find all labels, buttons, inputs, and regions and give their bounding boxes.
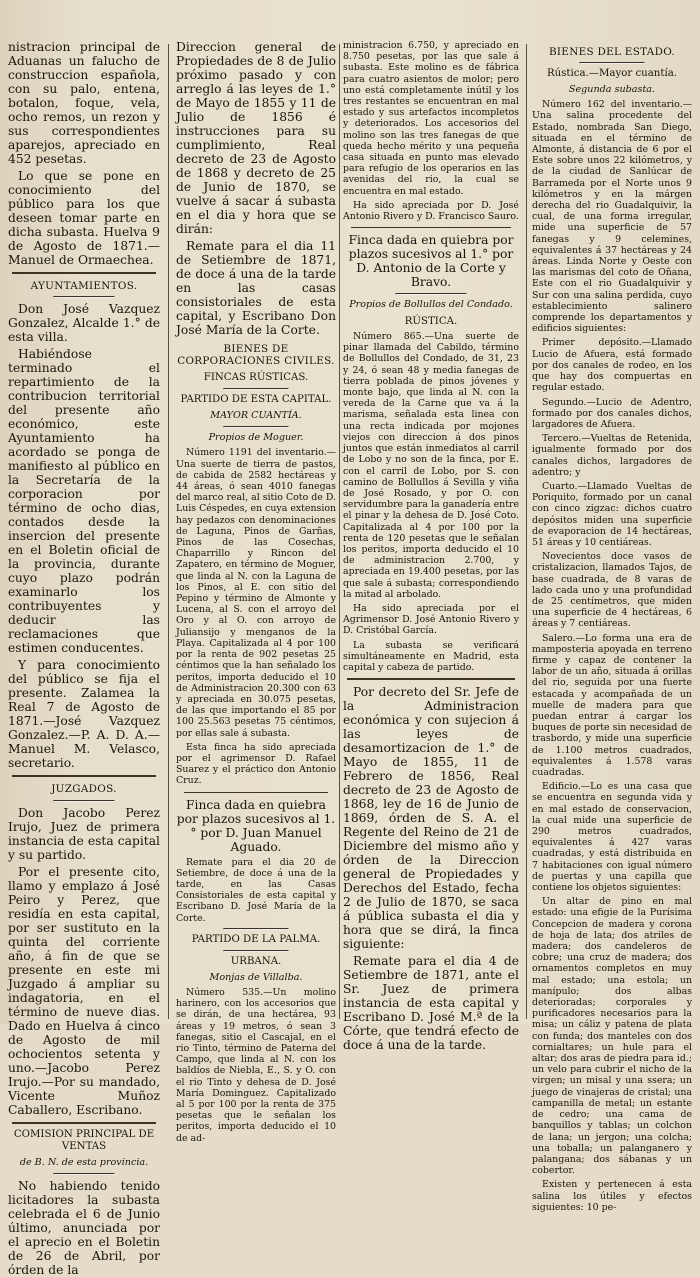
column-4 <box>532 40 692 1213</box>
divider <box>12 775 156 777</box>
divider <box>53 296 116 298</box>
subheading: Segunda subasta. <box>568 83 656 95</box>
divider <box>223 928 289 930</box>
section-heading: COMISION PRINCIPAL DE VENTAS <box>13 1128 155 1153</box>
section-heading: PARTIDO DE LA PALMA. <box>191 933 321 945</box>
paragraph: Don Jacobo Perez Irujo, Juez de primera instancia de esta capital y su partido. <box>8 805 160 862</box>
paragraph: Un altar de pino en mal estado: una efigie de la Purísima Concepcion de madera y corona de hoja de lata; dos atriles de madera; dos candeleros de cobre; una cruz de madera; dos ornamentos completos en muy mal estado; una estola; un manípulo; dos albas deterioradas; corporales y purificadores necesarios para la misa; un cáliz y patena de plata con funda; dos manteles con dos cornialtares; un hule para el altar; dos aras de piedra para id.; un velo para cubrir el nicho de la virgen; un misal y una ssera; un juego de vinajeras de cristal; una campanilla de metal; un estante de cedro; una cama de banquillos y tablas; un colchon de lana; un jergon; una colcha; una toballa; un palanganero y palangana; dos sábanas y un cobertor. <box>532 896 692 1177</box>
paragraph: Existen y pertenecen á esta salina los útiles y efectos siguientes: 10 pe- <box>532 1179 692 1213</box>
section-heading: BIENES DE CORPORACIONES CIVILES. <box>177 343 335 368</box>
subheading: Monjas de Villalba. <box>209 971 303 983</box>
section-heading: JUZGADOS. <box>51 783 117 796</box>
paragraph: Segundo.—Lucio de Adentro, formado por dos canales dichos, largadores de Afuera. <box>532 396 692 430</box>
section-heading: Finca dada en quiebra por plazos sucesivos al 1.° por D. Juan Manuel Aguado. <box>176 797 336 854</box>
section-heading: FINCAS RÚSTICAS. <box>203 371 309 383</box>
divider <box>223 388 289 390</box>
subheading: Propios de Bollullos del Condado. <box>349 299 513 311</box>
paragraph: Ha sido apreciada por D. José Antonio Rivero y D. Francisco Sauro. <box>343 199 519 223</box>
paragraph: No habiendo tenido licitadores la subasta celebrada el 6 de Junio último, anunciada por el aprecio en el Boletin de 26 de Abril, por órden de la <box>8 1179 160 1277</box>
divider <box>223 426 289 428</box>
paragraph: ministracion 6.750, y apreciado en 8.750 pesetas, por las que sale á subasta. Este molino es de fábrica para cuatro asientos de molor; pero uno está completamente inútil y los tres restantes se encuentran en mal estado y sus artefactos incompletos y deteriorados. Los accesorios del molino son las tres fanegas de que queda hecho mérito y una pequeña casa situada en punto mas elevado para refugio de los operarios en las avenidas del rio, la cual se encuentra en mal estado. <box>343 40 519 197</box>
paragraph: Y para conocimiento del público se fija el presente. Zalamea la Real 7 de Agosto de 1871.—José Vazquez Gonzalez.—P. A. D. A.—Manuel M. Velasco, secretario. <box>8 658 160 771</box>
paragraph: Salero.—Lo forma una era de mamposteria apoyada en terreno firme y capaz de contener la labor de un año, situada á orillas del rio, seguida por una fuerte estacada y acompañada de un muelle de madera para que puedan entrar á cargar los buques de porte sin necesidad de trasbordo, y mide una superficie de 1.100 metros cuadrados, equivalentes á 1.578 varas cuadradas. <box>532 632 692 778</box>
divider <box>53 1173 116 1175</box>
divider <box>12 272 156 274</box>
paragraph: nistracion principal de Aduanas un falucho de construccion española, con su palo, entena, botalon, foque, vela, ocho remos, un rezon y sus correspondientes aparejos, apreciado en 452 pesetas. <box>8 40 160 166</box>
paragraph: Número 865.—Una suerte de pinar llamada del Cabildo, término de Bollullos del Condado, de 31, 23 y 24, ó sean 48 y media fanegas de tierra poblada de pinos jóvenes y monte bajo, que linda al N. con la vereda de la Carne que va á la marisma, señalada esta linea con una recta indicada por mojones viejos con direccion á dos pinos juntos que están inmediatos al carril de Lobo y no son de la finca, por E. con el carril de Lobo, por S. con camino de Bollullos á Sevilla y viña de José Rosado, y por O. con servidumbre para la ganadería entre el pinar y la dehesa de D. José Coto. Capitalizada al 4 por 100 por la renta de 120 pesetas que le señalan los peritos, importa deducido el 10 de administracion 2.700, y apreciada en 19.400 pesetas, por las que sale á subasta; correspondiendo la mitad al arbolado. <box>343 331 519 600</box>
divider <box>12 1122 156 1124</box>
paragraph: Esta finca ha sido apreciada por el agrimensor D. Rafael Suarez y el práctico don Antonio Cruz. <box>176 741 336 787</box>
divider <box>184 792 328 793</box>
paragraph: Primer depósito.—Llamado Lucio de Afuera, está formado por dos canales de rodeo, en los que hay dos compuertas en regular estado. <box>532 337 692 394</box>
subheading: Propios de Moguer. <box>208 432 304 444</box>
column-rule <box>168 44 169 1019</box>
column-2 <box>176 40 336 1144</box>
subheading: MAYOR CUANTÍA. <box>210 409 302 421</box>
section-heading: Finca dada en quiebra por plazos sucesivos al 1.° por D. Antonio de la Corte y Bravo. <box>348 233 514 290</box>
subheading: de B. N. de esta provincia. <box>19 1156 149 1168</box>
paragraph: Habiéndose terminado el repartimiento de la contribucion territorial del presente año económico, este Ayuntamiento ha acordado se ponga de manifiesto al público en la Secretaría de la corporacion por término de ocho dias, contados desde la insercion del presente en el Boletin oficial de la provincia, durante cuyo plazo podrán examinarlo los contribuyentes y deducir las reclamaciones que estimen conducentes. <box>8 347 160 656</box>
paragraph: Edificio.—Lo es una casa que se encuentra en segunda vida y en mal estado de conservacion, la cual mide una superficie de 290 metros cuadrados, equivalentes á 427 varas cuadradas, y está distribuida en 7 habitaciones con igual número de puertas y una capilla que contiene los objetos siguientes: <box>532 781 692 894</box>
section-heading: PARTIDO DE ESTA CAPITAL. <box>180 394 332 406</box>
paragraph: Tercero.—Vueltas de Retenida, igualmente formado por dos canales dichos, largadores de adentro; y <box>532 433 692 478</box>
paragraph: Cuarto.—Llamado Vueltas de Poriquito, formado por un canal con cinco zigzac: dichos cuatro depósitos miden una superficie de evaporacion de 14 hectáreas, 51 áreas y 10 centiáreas. <box>532 480 692 548</box>
paragraph: Número 162 del inventario.—Una salina procedente del Estado, nombrada San Diego, situada en el término de Almonte, á distancia de 6 por el Este sobre unos 22 kilómetros, y de la ciudad de Sanlúcar de Barrameda por el Norte unos 9 kilómetros y en la márgen derecha del rio Guadalquivir, la cual, de una forma irregular, mide una superficie de 57 fanegas y 9 celemines, equivalentes á 37 hectáreas y 24 áreas. Linda Norte y Oeste con las marismas del coto de Oñana, Este con el rio Guadalquivir y Sur con una salina perdida, cuyo establecimiento salinero comprende los departamentos y edificios siguientes: <box>532 99 692 335</box>
section-heading: BIENES DEL ESTADO. <box>548 46 676 58</box>
section-heading: RÚSTICA. <box>404 315 458 327</box>
paragraph: Remate para el dia 20 de Setiembre, de doce á una de la tarde, en las Casas Consistoriales de esta capital y Escribano D. José María de la Corte. <box>176 856 336 924</box>
divider <box>53 800 116 802</box>
divider <box>395 293 467 295</box>
paragraph: Número 1191 del inventario.—Una suerte de tierra de pastos, de cabida de 2582 hectáreas y 44 áreas, ó sean 4010 fanegas del marco real, al sitio Coto de D. Luis Céspedes, en cuya extension hay pedazos con denominaciones de Laguna, Pinos de Garñas, Pinos de las Cosechas, Chaparrillo y Rincon del Zapatero, en término de Moguer, que linda al N. con la Laguna de los Pinos, al E. con sitio del Pepino y término de Almonte y Lucena, al S. con el arroyo del Oro y al O. con arroyo de Juliansijo y menganos de la Playa. Capitalizada al 4 por 100 por la renta de 902 pesetas 25 céntimos que la han señalado los peritos, importa deducido el 10 de Administracion 20.300 con 63 y apreciada en 30.075 pesetas, de las que importando el 85 por 100 25.563 pesetas 75 céntimos, por ellas sale á subasta. <box>176 447 336 739</box>
paragraph: Direccion general de Propiedades de 8 de Julio próximo pasado y con arreglo á las leyes de 1.° de Mayo de 1855 y 11 de Julio de 1856 é instrucciones para su cumplimiento, Real decreto de 23 de Agosto de 1868 y decreto de 25 de Junio de 1870, se vuelve á sacar á subasta en el dia y hora que se dirán: <box>176 40 336 236</box>
column-3 <box>343 40 519 1053</box>
section-heading: URBANA. <box>230 956 282 968</box>
paragraph: Número 535.—Un molino harinero, con los accesorios que se dirán, de una hectárea, 93 áreas y 19 metros, ó sean 3 fanegas, sitio el Cascajal, en el rio Tinto, término de Paterna del Campo, que linda al N. con los baldíos de Niebla, E., S. y O. con el rio Tinto y dehesa de D. José María Dominguez. Capitalizado al 5 por 100 por la renta de 375 pesetas que le señalan los peritos, importa deducido el 10 de ad- <box>176 986 336 1144</box>
divider <box>223 950 289 952</box>
paragraph: Remate para el dia 11 de Setiembre de 1871, de doce á una de la tarde en las casas consistoriales de esta capital, y Escribano Don José María de la Corte. <box>176 239 336 337</box>
paragraph: La subasta se verificará simultáneamente en Madrid, esta capital y cabeza de partido. <box>343 639 519 673</box>
paragraph: Por el presente cito, llamo y emplazo á José Peiro y Perez, que residía en esta capital, por ser sustituto en la quinta del corriente año, á fin de que se presente en este mi Juzgado á ampliar su indagatoria, en el término de nueve dias. Dado en Huelva á cinco de Agosto de mil ochocientos setenta y uno.—Jacobo Perez Irujo.—Por su mandado, Vicente Muñoz Caballero, Escribano. <box>8 864 160 1117</box>
section-heading: AYUNTAMIENTOS. <box>30 280 138 292</box>
section-heading: Rústica.—Mayor cuantía. <box>546 68 678 80</box>
divider <box>351 227 511 228</box>
paragraph: Por decreto del Sr. Jefe de la Administracion económica y con sujecion á las leyes de desamortizacion de 1.° de Mayo de 1855, 11 de Febrero de 1856, Real decreto de 23 de Agosto de 1868, ley de 16 de Junio de 1869, órden de S. A. el Regente del Reino de 21 de Diciembre del mismo año y órden de la Direccion general de Propiedades y Derechos del Estado, fecha 2 de Julio de 1870, se saca á pública subasta el dia y hora que se dirá, la finca siguiente: <box>343 685 519 952</box>
column-rule <box>339 44 340 1019</box>
paragraph: Lo que se pone en conocimiento del público para los que deseen tomar parte en dicha subasta. Huelva 9 de Agosto de 1871.—Manuel de Ormaechea. <box>8 169 160 267</box>
column-1 <box>8 40 160 1277</box>
divider <box>347 678 515 680</box>
paragraph: Novecientos doce vasos de cristalizacion, llamados Tajos, de base cuadrada, de 8 varas de lado cada uno y una profundidad de 25 centímetros, que miden una superficie de 4 hectáreas, 6 áreas y 7 centiáreas. <box>532 551 692 630</box>
paragraph: Don José Vazquez Gonzalez, Alcalde 1.° de esta villa. <box>8 302 160 345</box>
divider <box>579 62 645 64</box>
column-rule <box>526 44 527 1019</box>
paragraph: Ha sido apreciada por el Agrimensor D. José Antonio Rivero y D. Cristóbal García. <box>343 602 519 637</box>
paragraph: Remate para el dia 4 de Setiembre de 1871, ante el Sr. Juez de primera instancia de esta capital y Escribano D. José M.ª de la Córte, que tendrá efecto de doce á una de la tarde. <box>343 954 519 1053</box>
